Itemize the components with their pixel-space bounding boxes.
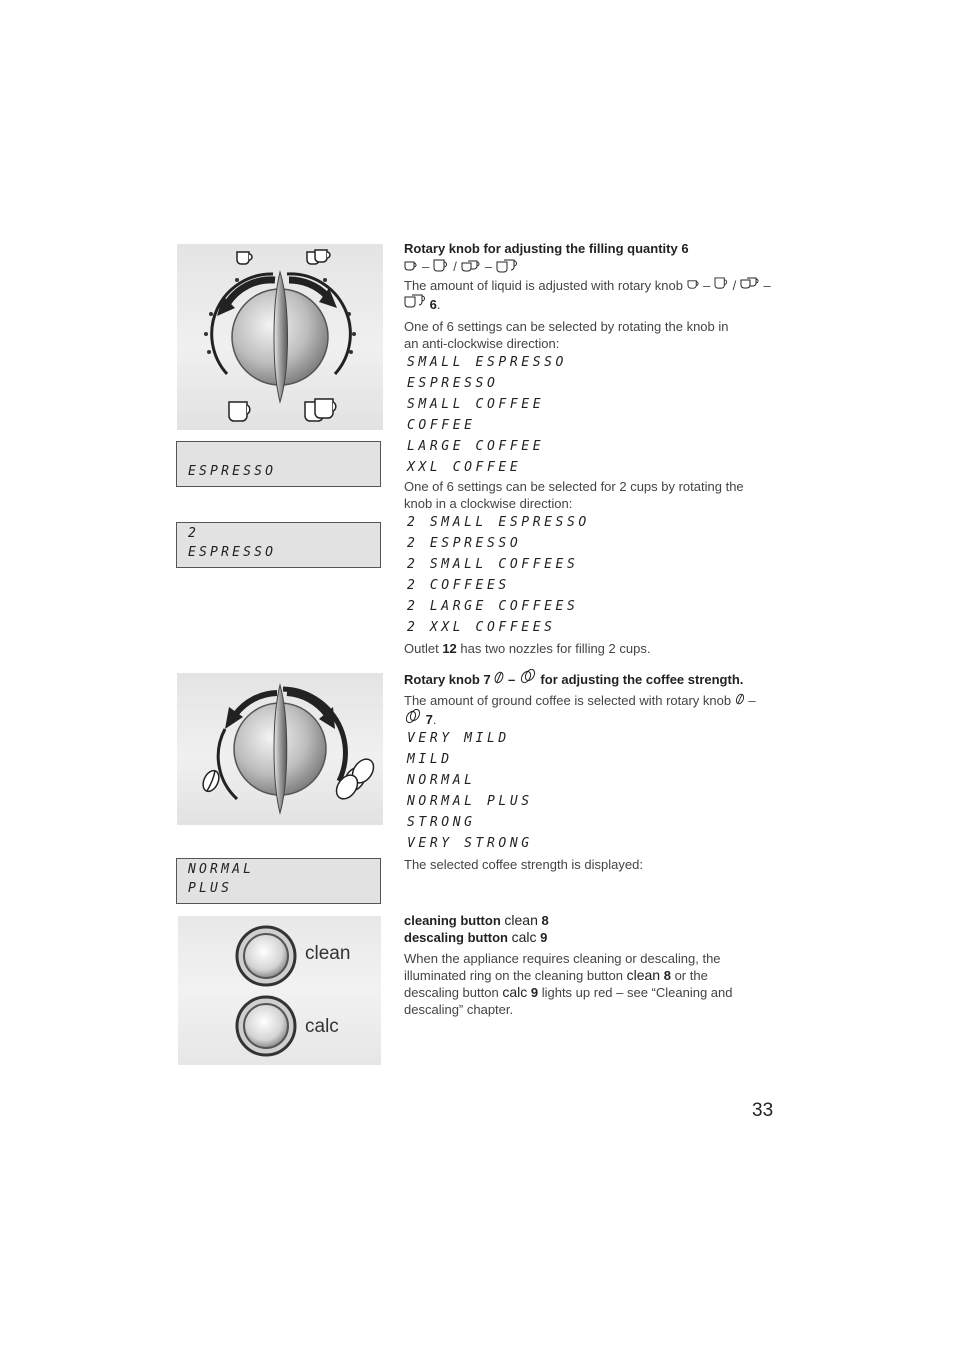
setting-item: 2 LARGE COFFEES [407,599,579,614]
quantity-intro-text: The amount of liquid is adjusted with rotary knob [404,278,683,293]
mild-bean-icon [735,693,745,705]
quantity-heading: Rotary knob for adjusting the filling quantity 6 [404,241,689,256]
setting-item: 2 ESPRESSO [407,536,522,551]
reference-number: 12 [442,641,457,656]
display-espresso [176,441,381,487]
clean-heading-text: cleaning button [404,913,501,928]
buttons-body-c: lights up red – see “Cleaning and descaling” chapter. [404,985,733,1017]
clean-calc-buttons-illustration [178,916,381,1065]
double-large-cup-icon [404,294,426,309]
strength-intro: The amount of ground coffee is selected with rotary knob – 7. [404,693,756,727]
display-line: 2 [188,526,200,541]
setting-item: MILD [407,752,453,767]
setting-item: NORMAL PLUS [407,794,533,809]
double-small-cup-icon [740,277,760,290]
reference-number: 7 [425,712,433,727]
setting-item: LARGE COFFEE [407,439,545,454]
reference-number: 6 [429,297,437,312]
calc-word: calc [502,984,528,1000]
reference-number: 8 [541,913,549,928]
single-small-cup-icon [687,279,700,290]
setting-item: XXL COFFEE [407,460,522,475]
outlet-text [404,640,776,657]
strong-bean-icon [404,709,422,724]
setting-item: SMALL COFFEE [407,397,545,412]
single-large-cup-icon [433,259,449,273]
display-normal-plus [176,858,381,904]
strong-bean-icon [519,669,537,684]
clean-button-label: clean [305,943,351,964]
single-large-cup-icon [714,277,729,290]
setting-item: STRONG [407,815,476,830]
setting-item: SMALL ESPRESSO [407,355,567,370]
display-line: NORMAL [188,862,255,877]
quantity-knob-illustration [177,244,383,430]
setting-item: 2 SMALL ESPRESSO [407,515,590,530]
strength-knob-illustration [177,673,383,825]
buttons-body [404,950,764,1018]
single-settings-list [404,352,776,478]
double-small-cup-icon [461,260,481,273]
reference-number: 7 [483,672,491,687]
strength-heading-a: Rotary knob [404,672,480,687]
setting-item: ESPRESSO [407,376,499,391]
mild-bean-icon [494,671,504,684]
page-number: 33 [752,1100,774,1121]
reference-number: 9 [540,930,548,945]
calc-heading-text: descaling button [404,930,508,945]
double-settings-list [404,512,776,638]
cup-symbols: – / – [404,257,776,275]
outlet-text-a: Outlet [404,641,439,656]
buttons-body-a: When the appliance requires cleaning or descaling, the illuminated ring on the cleaning button [404,951,721,983]
setting-item: VERY MILD [407,731,510,746]
strength-heading: Rotary knob 7 – for adjusting the coffee strength. [404,669,776,688]
display-line: PLUS [188,881,233,896]
strength-section [404,669,776,873]
setting-item: VERY STRONG [407,836,533,851]
strength-settings-list [404,728,776,854]
buttons-body-b: or the descaling button [404,968,708,1000]
strength-intro-text: The amount of ground coffee is selected with rotary knob [404,693,732,708]
display-line: ESPRESSO [188,545,277,560]
single-small-cup-icon [404,260,418,272]
anticlockwise-text: One of 6 settings can be selected by rotating the knob in an anti-clockwise direction: [404,319,729,351]
quantity-section [404,240,776,657]
clean-word: clean [626,967,661,983]
outlet-text-b: has two nozzles for filling 2 cups. [460,641,651,656]
reference-number: 9 [530,985,539,1000]
clean-heading [404,912,776,929]
buttons-section [404,912,776,1018]
reference-number: 8 [663,968,671,983]
display-line: ESPRESSO [188,464,277,479]
setting-item: 2 COFFEES [407,578,510,593]
setting-item: 2 XXL COFFEES [407,620,556,635]
setting-item: COFFEE [407,418,476,433]
display-2-espresso [176,522,381,568]
clean-word: clean [504,912,538,928]
calc-button-label: calc [305,1016,339,1037]
double-large-cup-icon [496,259,518,274]
quantity-intro: The amount of liquid is adjusted with rotary knob – / – 6. [404,278,771,312]
strength-displayed-text: The selected coffee strength is displayed: [404,857,643,872]
calc-word: calc [511,929,537,945]
setting-item: 2 SMALL COFFEES [407,557,579,572]
clockwise-text: One of 6 settings can be selected for 2 cups by rotating the knob in a clockwise direction: [404,479,744,511]
setting-item: NORMAL [407,773,476,788]
calc-heading [404,929,776,946]
strength-heading-b: for adjusting the coffee strength. [540,672,744,687]
